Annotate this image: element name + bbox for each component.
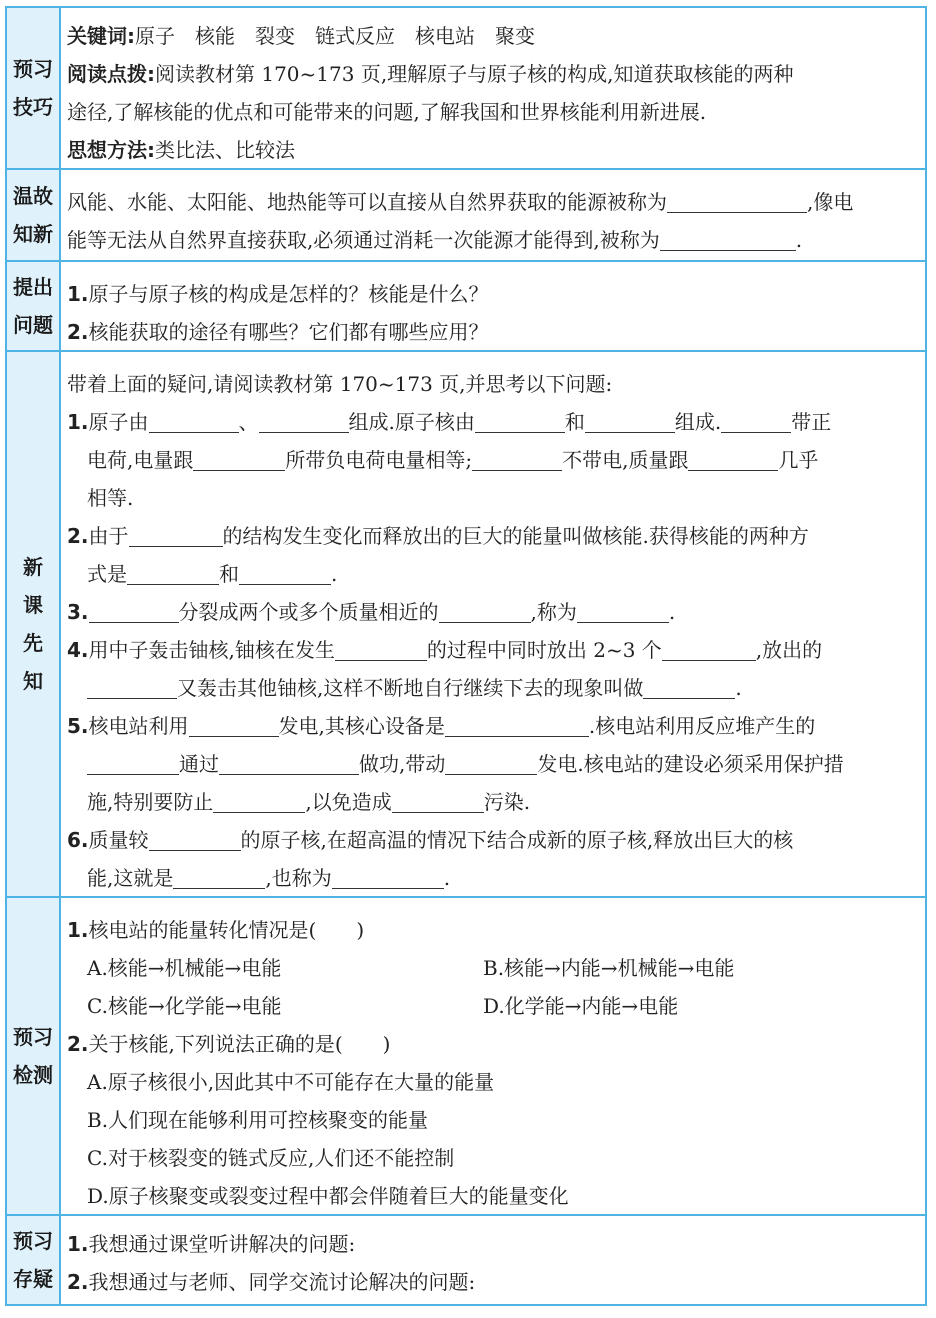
answer-blank[interactable] bbox=[439, 602, 531, 623]
item-text: 的过程中同时放出 2~3 个 bbox=[426, 638, 662, 662]
answer-blank[interactable] bbox=[213, 792, 305, 813]
item-text: 电荷,电量跟 bbox=[87, 448, 194, 472]
doubt-item bbox=[67, 1232, 355, 1256]
option-b[interactable]: B.核能→内能→机械能→电能 bbox=[483, 956, 735, 980]
doubt-item bbox=[67, 1270, 475, 1294]
item-text: . bbox=[735, 676, 742, 700]
answer-blank[interactable] bbox=[173, 868, 265, 889]
review-text: ,像电 bbox=[807, 190, 854, 214]
answer-blank[interactable] bbox=[332, 868, 444, 889]
item-text: 能,这就是 bbox=[87, 866, 174, 890]
answer-blank[interactable] bbox=[577, 602, 669, 623]
question-item bbox=[67, 282, 489, 306]
item-text: 组成.原子核由 bbox=[348, 410, 475, 434]
section-label-line2: 存疑 bbox=[13, 1267, 53, 1291]
item-text: . bbox=[443, 866, 451, 890]
answer-blank[interactable] bbox=[667, 192, 807, 213]
item-text: 和 bbox=[219, 562, 239, 586]
reading-text-2: 途径,了解核能的优点和可能带来的问题,了解我国和世界核能利用新进展. bbox=[67, 100, 707, 124]
fill-item-1 bbox=[67, 410, 831, 434]
option-b[interactable]: B.人们现在能够利用可控核聚变的能量 bbox=[87, 1108, 429, 1132]
review-text: 风能、水能、太阳能、地热能等可以直接从自然界获取的能源被称为 bbox=[67, 190, 667, 214]
section-preview-doubts bbox=[7, 1216, 925, 1304]
fill-item-3 bbox=[67, 600, 675, 624]
answer-blank[interactable] bbox=[445, 716, 589, 737]
section-preview-tips bbox=[7, 8, 925, 170]
item-text: 组成. bbox=[674, 410, 722, 434]
option-d[interactable]: D.化学能→内能→电能 bbox=[483, 994, 679, 1018]
item-text: 分裂成两个或多个质量相近的 bbox=[178, 600, 439, 624]
review-text: 能等无法从自然界直接获取,必须通过消耗一次能源才能得到,被称为 bbox=[67, 228, 660, 252]
item-text: 由于 bbox=[88, 524, 129, 548]
item-number: 1. bbox=[67, 1232, 89, 1256]
answer-blank[interactable] bbox=[660, 230, 796, 251]
section-label-char: 知 bbox=[23, 669, 43, 693]
answer-blank[interactable] bbox=[643, 678, 735, 699]
item-text: 所带负电荷电量相等; bbox=[285, 448, 473, 472]
answer-blank[interactable] bbox=[721, 412, 791, 433]
item-number: 2. bbox=[67, 1032, 89, 1056]
item-text: 、 bbox=[238, 410, 259, 434]
section-review bbox=[7, 170, 925, 262]
method-label: 思想方法: bbox=[67, 138, 155, 162]
item-text: 原子由 bbox=[88, 410, 149, 434]
reading-line-2 bbox=[67, 100, 706, 124]
answer-blank[interactable] bbox=[259, 412, 349, 433]
answer-blank[interactable] bbox=[189, 716, 279, 737]
question-text: 原子与原子核的构成是怎样的？核能是什么？ bbox=[88, 282, 489, 306]
item-text: ,放出的 bbox=[755, 638, 823, 662]
answer-blank[interactable] bbox=[445, 754, 537, 775]
fill-item-5-end bbox=[87, 790, 530, 814]
reading-text-1: 阅读教材第 170~173 页,理解原子与原子核的构成,知道获取核能的两种 bbox=[155, 62, 794, 86]
section-label-line2: 技巧 bbox=[13, 95, 53, 119]
item-text: 发电.核电站的建设必须采用保护措 bbox=[537, 752, 844, 776]
keywords-label: 关键词: bbox=[67, 24, 135, 48]
question-text: 核电站的能量转化情况是( ) bbox=[88, 918, 365, 942]
item-text: 污染. bbox=[483, 790, 531, 814]
section-label-line1: 预习 bbox=[13, 57, 53, 81]
section-label-line1: 提出 bbox=[13, 275, 53, 299]
answer-blank[interactable] bbox=[129, 526, 223, 547]
item-number: 5. bbox=[67, 714, 89, 738]
keywords-line bbox=[67, 24, 535, 48]
item-number: 3. bbox=[67, 600, 89, 624]
item-text: ,以免造成 bbox=[305, 790, 392, 814]
answer-blank[interactable] bbox=[149, 830, 241, 851]
answer-blank[interactable] bbox=[335, 640, 427, 661]
answer-blank[interactable] bbox=[87, 754, 179, 775]
fill-item-4 bbox=[67, 638, 822, 662]
answer-blank[interactable] bbox=[688, 450, 778, 471]
answer-blank[interactable] bbox=[475, 412, 565, 433]
fill-item-4-cont bbox=[87, 676, 742, 700]
doubt-text: 我想通过课堂听讲解决的问题: bbox=[88, 1232, 356, 1256]
test-question bbox=[67, 1032, 390, 1056]
option-d[interactable]: D.原子核聚变或裂变过程中都会伴随着巨大的能量变化 bbox=[87, 1184, 569, 1208]
option-c[interactable]: C.核能→化学能→电能 bbox=[87, 994, 282, 1018]
answer-blank[interactable] bbox=[662, 640, 756, 661]
item-text: 施,特别要防止 bbox=[87, 790, 214, 814]
item-number: 2. bbox=[67, 320, 89, 344]
doubt-text: 我想通过与老师、同学交流讨论解决的问题: bbox=[88, 1270, 476, 1294]
item-text: 核电站利用 bbox=[88, 714, 189, 738]
item-number: 2. bbox=[67, 1270, 89, 1294]
item-number: 6. bbox=[67, 828, 89, 852]
fill-item-2-cont bbox=[87, 562, 337, 586]
answer-blank[interactable] bbox=[87, 678, 177, 699]
fill-item-6-cont bbox=[87, 866, 450, 890]
question-text: 核能获取的途径有哪些？它们都有哪些应用？ bbox=[88, 320, 489, 344]
fill-item-2 bbox=[67, 524, 809, 548]
answer-blank[interactable] bbox=[392, 792, 484, 813]
section-new-lesson bbox=[7, 352, 925, 898]
section-label bbox=[7, 352, 61, 896]
answer-blank[interactable] bbox=[127, 564, 219, 585]
section-label-line1: 温故 bbox=[13, 184, 53, 208]
item-text: 和 bbox=[564, 410, 585, 434]
question-item bbox=[67, 320, 489, 344]
answer-blank[interactable] bbox=[219, 754, 359, 775]
answer-blank[interactable] bbox=[585, 412, 675, 433]
section-label-char: 新 bbox=[23, 555, 43, 579]
item-text: 几乎 bbox=[778, 448, 819, 472]
item-text: 做功,带动 bbox=[359, 752, 446, 776]
section-label-line2: 问题 bbox=[13, 313, 53, 337]
fill-item-6 bbox=[67, 828, 793, 852]
section-preview-test bbox=[7, 898, 925, 1216]
reading-label: 阅读点拨: bbox=[67, 62, 155, 86]
section-label-line1: 预习 bbox=[13, 1025, 53, 1049]
section-label bbox=[7, 8, 61, 168]
item-number: 4. bbox=[67, 638, 89, 662]
item-text: 式是 bbox=[87, 562, 127, 586]
worksheet bbox=[5, 6, 927, 1306]
section-label-char: 先 bbox=[23, 631, 43, 655]
item-text: .核电站利用反应堆产生的 bbox=[588, 714, 816, 738]
item-text: 又轰击其他铀核,这样不断地自行继续下去的现象叫做 bbox=[177, 676, 644, 700]
item-text: 用中子轰击铀核,铀核在发生 bbox=[88, 638, 335, 662]
item-text: 不带电,质量跟 bbox=[562, 448, 689, 472]
test-question bbox=[67, 918, 364, 942]
method-line bbox=[67, 138, 295, 162]
item-number: 1. bbox=[67, 282, 89, 306]
section-label-char: 课 bbox=[23, 593, 43, 617]
section-label-line1: 预习 bbox=[13, 1229, 53, 1253]
item-text: 的结构发生变化而释放出的巨大的能量叫做核能.获得核能的两种方 bbox=[222, 524, 809, 548]
item-text: 通过 bbox=[179, 752, 219, 776]
item-number: 1. bbox=[67, 410, 89, 434]
review-line-1 bbox=[67, 190, 853, 214]
answer-blank[interactable] bbox=[149, 412, 239, 433]
option-c[interactable]: C.对于核裂变的链式反应,人们还不能控制 bbox=[87, 1146, 455, 1170]
item-text: . bbox=[331, 562, 338, 586]
answer-blank[interactable] bbox=[239, 564, 331, 585]
item-text: 带正 bbox=[791, 410, 832, 434]
answer-blank[interactable] bbox=[89, 602, 179, 623]
review-line-2 bbox=[67, 228, 802, 252]
answer-blank[interactable] bbox=[472, 450, 562, 471]
item-text: 发电,其核心设备是 bbox=[278, 714, 445, 738]
section-label-line2: 检测 bbox=[13, 1063, 53, 1087]
item-text: ,也称为 bbox=[265, 866, 332, 890]
intro-line: 带着上面的疑问,请阅读教材第 170~173 页,并思考以下问题: bbox=[67, 372, 613, 396]
section-label-line2: 知新 bbox=[13, 222, 53, 246]
keywords-text: 原子 核能 裂变 链式反应 核电站 聚变 bbox=[135, 24, 535, 48]
option-a[interactable]: A.核能→机械能→电能 bbox=[87, 956, 282, 980]
item-number: 2. bbox=[67, 524, 89, 548]
review-text: . bbox=[795, 228, 803, 252]
fill-item-1-cont bbox=[87, 448, 818, 472]
fill-item-5-cont bbox=[87, 752, 844, 776]
fill-item-1-end: 相等. bbox=[87, 486, 134, 510]
section-label bbox=[7, 898, 61, 1214]
section-label bbox=[7, 170, 61, 260]
item-text: . bbox=[668, 600, 676, 624]
question-text: 关于核能,下列说法正确的是( ) bbox=[88, 1032, 391, 1056]
reading-line-1 bbox=[67, 62, 794, 86]
item-text: 质量较 bbox=[88, 828, 149, 852]
section-label bbox=[7, 1216, 61, 1304]
item-text: 的原子核,在超高温的情况下结合成新的原子核,释放出巨大的核 bbox=[240, 828, 794, 852]
option-a[interactable]: A.原子核很小,因此其中不可能存在大量的能量 bbox=[87, 1070, 495, 1094]
item-number: 1. bbox=[67, 918, 89, 942]
item-text: ,称为 bbox=[530, 600, 577, 624]
answer-blank[interactable] bbox=[193, 450, 285, 471]
method-text: 类比法、比较法 bbox=[155, 138, 295, 162]
section-label bbox=[7, 262, 61, 350]
fill-item-5 bbox=[67, 714, 815, 738]
section-questions bbox=[7, 262, 925, 352]
